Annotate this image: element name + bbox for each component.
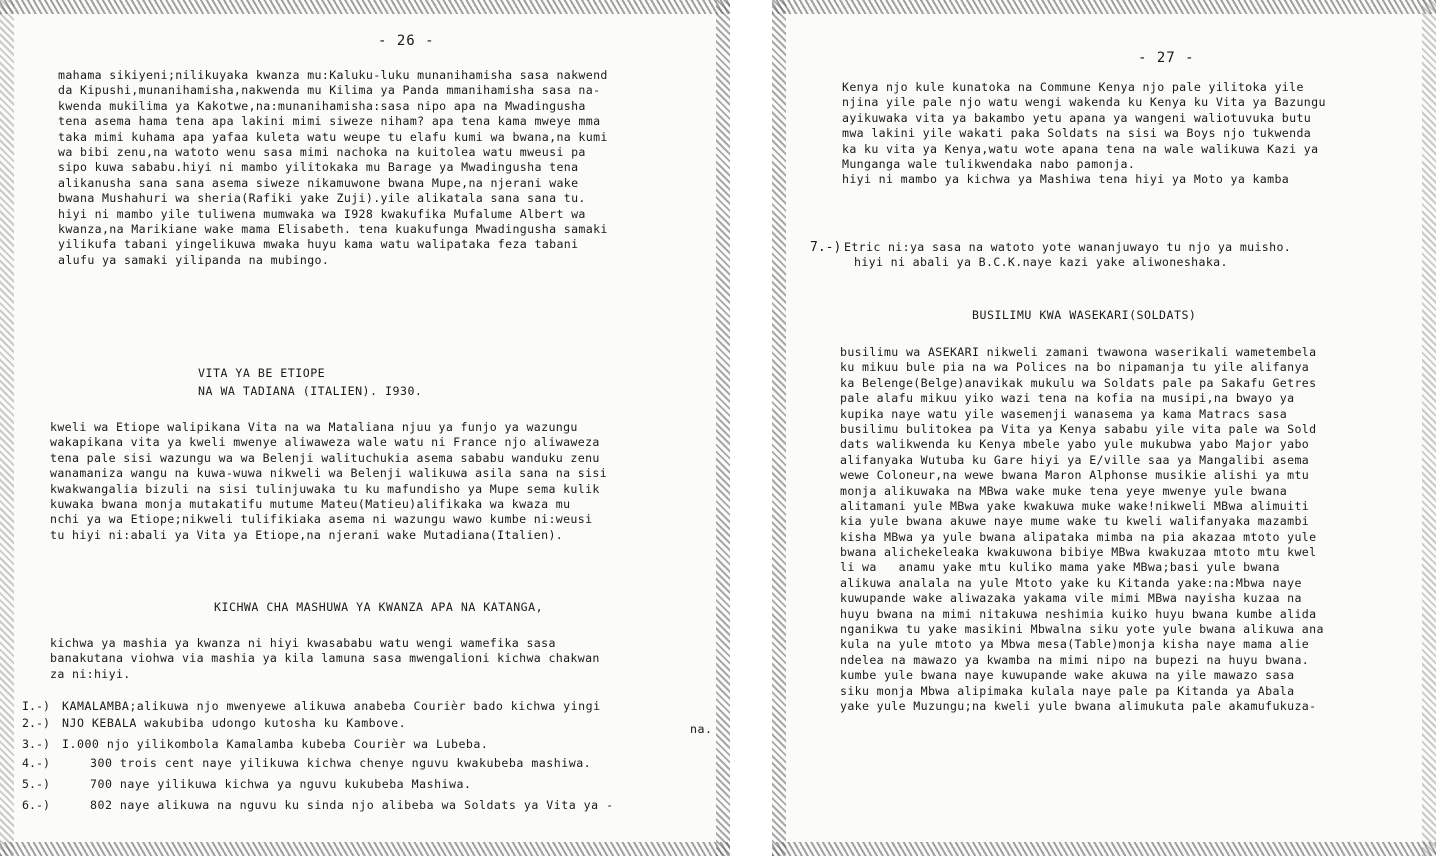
list-item: 300 trois cent naye yilikuwa kichwa chenye nguvu kwakubeba mashiwa.: [90, 756, 592, 770]
text-line: wewe Coloneur,na wewe bwana Maron Alphonse musikie alishi ya mtu: [840, 468, 1310, 483]
right-page-top-border: [772, 0, 1436, 14]
list-item: [844, 240, 1291, 271]
paragraph: [842, 80, 1326, 188]
text-line: kuwupande wake aliwazaka yakama vile mimi MBwa nayisha kuzaa na: [840, 591, 1302, 606]
list-item-extra: na.: [690, 722, 713, 736]
page-number: - 26 -: [378, 33, 435, 49]
text-line: taka mimi kuhama apa yafaa kuleta watu weupe tu elafu kumi wa bwana,na kumi: [58, 129, 608, 144]
text-line: yilikufa tabani yingelikuwa mwaka huyu kama watu walipataka feza tabani: [58, 237, 579, 252]
text-line: mwa lakini yile wakati paka Soldats na sisi wa Boys njo tukwenda: [842, 126, 1312, 141]
section-heading: KICHWA CHA MASHUWA YA KWANZA APA NA KATANGA,: [214, 600, 544, 614]
left-page-left-border: [0, 0, 14, 856]
list-marker: 4.-): [22, 756, 50, 770]
text-line: hiyi ni mambo ya kichwa ya Mashiwa tena hiyi ya Moto ya kamba: [842, 172, 1290, 187]
text-line: busilimu bulitokea pa Vita ya Kenya sababu yile vita pale wa Sold: [840, 421, 1317, 436]
list-marker: I.-): [22, 699, 50, 713]
page-gutter: [730, 0, 772, 856]
text-line: wanamaniza wangu na kuwa-wuwa nikweli wa Belenji walikuwa asila sana na sisi: [50, 466, 608, 481]
text-line: monja alikuwaka na MBwa wake muke tena yeye mwenye yule bwana: [840, 483, 1288, 498]
text-line: bwana Mushahuri wa sheria(Rafiki yake Zuji).yile alikatala sana sana tu.: [58, 191, 586, 206]
text-line: kwanza,na Marikiane wake mama Elisabeth. tena kuakufunga Mwadingusha samaki: [58, 221, 608, 236]
text-line: kumbe yule bwana naye kuwupande wake akuwa na yile mawazo sasa: [840, 668, 1295, 683]
text-line: Munganga wale tulikwendaka nabo pamonja.: [842, 156, 1136, 171]
text-line: tu hiyi ni:abali ya Vita ya Etiope,na njerani wake Mutadiana(Italien).: [50, 527, 564, 542]
paragraph: [840, 345, 1324, 714]
text-line: kisha MBwa ya yule bwana alipataka mimba na pia akazaa mtoto yule: [840, 529, 1317, 544]
text-line: siku monja Mbwa alipimaka kulala naye pale pa Kitanda ya Abala: [840, 683, 1295, 698]
page-number: - 27 -: [1138, 50, 1195, 66]
right-page-left-border: [772, 0, 786, 856]
text-line: alufu ya samaki yilipanda na mubingo.: [58, 252, 330, 267]
text-line: li wa anamu yake mtu kuliko mama yake MBwa;basi yule bwana: [840, 560, 1280, 575]
text-line: kupika naye watu yile wasemenji wanasema ya kama Matracs sasa: [840, 406, 1288, 421]
text-line: kwakwangalia bizuli na sisi tulinjuwaka tu ku mafundisho ya Mupe sema kulik: [50, 481, 600, 496]
right-page-bottom-border: [772, 842, 1436, 856]
section-heading: BUSILIMU KWA WASEKARI(SOLDATS): [972, 308, 1197, 322]
list-item: KAMALAMBA;alikuwa njo mwenyewe alikuwa anabeba Courièr bado kichwa yingi: [62, 699, 601, 713]
text-line: ka ku vita ya Kenya,watu wote apana tena na wale walikuwa Kazi ya: [842, 141, 1319, 156]
text-line: kula na yule mtoto ya Mbwa mesa(Table)monja kisha naye mama alie: [840, 637, 1310, 652]
text-line: da Kipushi,munanihamisha,nakwenda mu Kilima ya Panda mmanihamisha sasa na-: [58, 83, 601, 98]
list-item: 700 naye yilikuwa kichwa ya nguvu kukubeba Mashiwa.: [90, 777, 472, 791]
text-line: alifanyaka Wutuba ku Gare hiyi ya E/ville saa ya Mangalibi asema: [840, 452, 1310, 467]
right-page: [772, 0, 1436, 856]
paragraph: [50, 420, 607, 543]
text-line: Kenya njo kule kunatoka na Commune Kenya njo pale yilitoka yile: [842, 80, 1304, 94]
text-line: kia yule bwana akuwe naye mume wake tu kweli walifanyaka mazambi: [840, 514, 1310, 529]
text-line: alitamani yule MBwa yake kwakuwa muke wake!nikweli MBwa alimuiti: [840, 498, 1310, 513]
list-marker: 5.-): [22, 777, 50, 791]
list-marker: 7.-): [810, 240, 842, 255]
left-page-right-border: [716, 0, 730, 856]
text-line: ka Belenge(Belge)anavikak mukulu wa Soldats pale pa Sakafu Getres: [840, 375, 1317, 390]
list-marker: 2.-): [22, 716, 50, 730]
text-line: busilimu wa ASEKARI nikweli zamani twawona waserikali wametembela: [840, 345, 1317, 359]
text-line: nchi ya wa Etiope;nikweli tulifikiaka asema ni wazungu wawo kumbe ni:weusi: [50, 512, 593, 527]
text-line: huyu bwana na mimi nitakuwa neshimia kuiko huyu bwana kumbe alida: [840, 606, 1317, 621]
text-line: kweli wa Etiope walipikana Vita na wa Mataliana njuu ya funjo ya wazungu: [50, 420, 578, 434]
text-line: bwana alichekeleaka kwakuwona bibiye MBwa kwakuzaa mtoto mtu kwel: [840, 545, 1317, 560]
left-page-bottom-border: [0, 842, 730, 856]
section-heading: VITA YA BE ETIOPE: [198, 366, 326, 380]
text-line: yake yule Muzungu;na kweli yule bwana alimukuta pale akamufukuza-: [840, 698, 1317, 713]
text-line: hiyi ni abali ya B.C.K.naye kazi yake aliwoneshaka.: [854, 255, 1228, 270]
text-line: banakutana viohwa via mashia ya kila lamuna sasa mwengalioni kichwa chakwan: [50, 651, 600, 666]
list-marker: 3.-): [22, 737, 50, 751]
text-line: Etric ni:ya sasa na watoto yote wananjuwayo tu njo ya muisho.: [844, 240, 1292, 254]
right-page-right-border: [1422, 0, 1436, 856]
text-line: dats walikwenda ku Kenya mbele yabo yule mukubwa yabo Major yabo: [840, 437, 1310, 452]
text-line: za ni:hiyi.: [50, 666, 131, 681]
text-line: tena pale sisi wazungu wa wa Belenji walituchukia asema sababu wanduku zenu: [50, 450, 600, 465]
text-line: kuwaka bwana monja mutakatifu mutume Mateu(Matieu)alifikaka wa kwaza mu: [50, 496, 571, 511]
text-line: njina yile pale njo watu wengi wakenda ku Kenya ku Vita ya Bazungu: [842, 95, 1326, 110]
text-line: hiyi ni mambo yile tuliwena mumwaka wa I928 kwakufika Mufalume Albert wa: [58, 206, 586, 221]
list-marker: 6.-): [22, 798, 50, 812]
text-line: kwenda mukilima ya Kakotwe,na:munanihamisha:sasa nipo apa na Mwadingusha: [58, 98, 586, 113]
text-line: sipo kuwa sababu.hiyi ni mambo yilitokaka mu Barage ya Mwadingusha tena: [58, 160, 579, 175]
text-line: kichwa ya mashia ya kwanza ni hiyi kwasababu watu wengi wamefika sasa: [50, 636, 556, 650]
list-item: I.000 njo yilikombola Kamalamba kubeba Courièr wa Lubeba.: [62, 737, 489, 751]
text-line: ku mikuu bule pia na wa Polices na bo nipamanja tu yile alifanya: [840, 360, 1310, 375]
list-item: NJO KEBALA wakubiba udongo kutosha ku Kambove.: [62, 716, 407, 730]
text-line: pale alafu mikuu yiko wazi tena na kofia na musipi,na bwayo ya: [840, 391, 1295, 406]
paragraph: [58, 68, 608, 268]
text-line: tena asema hama tena apa lakini mimi siweze niham? apa tena kama mweye mma: [58, 114, 601, 129]
paragraph: [50, 636, 600, 682]
text-line: ndelea na mawazo ya kwamba na mimi nipo na bupezi na huyu bwana.: [840, 652, 1310, 667]
text-line: mahama sikiyeni;nilikuyaka kwanza mu:Kaluku-luku munanihamisha sasa nakwend: [58, 68, 608, 82]
section-heading: NA WA TADIANA (ITALIEN). I930.: [198, 384, 423, 398]
text-line: ayikuwaka vita ya bakambo yetu apana ya wangeni waliotuvuka butu: [842, 110, 1312, 125]
text-line: nganikwa tu yake masikini Mbwalna siku yote yule bwana alikuwa ana: [840, 622, 1324, 637]
text-line: alikanusha sana sana asema siweze nikamuwone bwana Mupe,na njerani wake: [58, 175, 579, 190]
text-line: wakapikana vita ya kweli mwenye aliwaweza wale watu ni France njo aliwaweza: [50, 435, 600, 450]
left-page-top-border: [0, 0, 730, 14]
text-line: alikuwa analala na yule Mtoto yake ku Kitanda yake:na:Mbwa naye: [840, 575, 1302, 590]
text-line: wa bibi zenu,na watoto wenu sasa mimi nachoka na kuitolea watu mweusi pa: [58, 144, 586, 159]
list-item: 802 naye alikuwa na nguvu ku sinda njo alibeba wa Soldats ya Vita ya -: [90, 798, 614, 812]
